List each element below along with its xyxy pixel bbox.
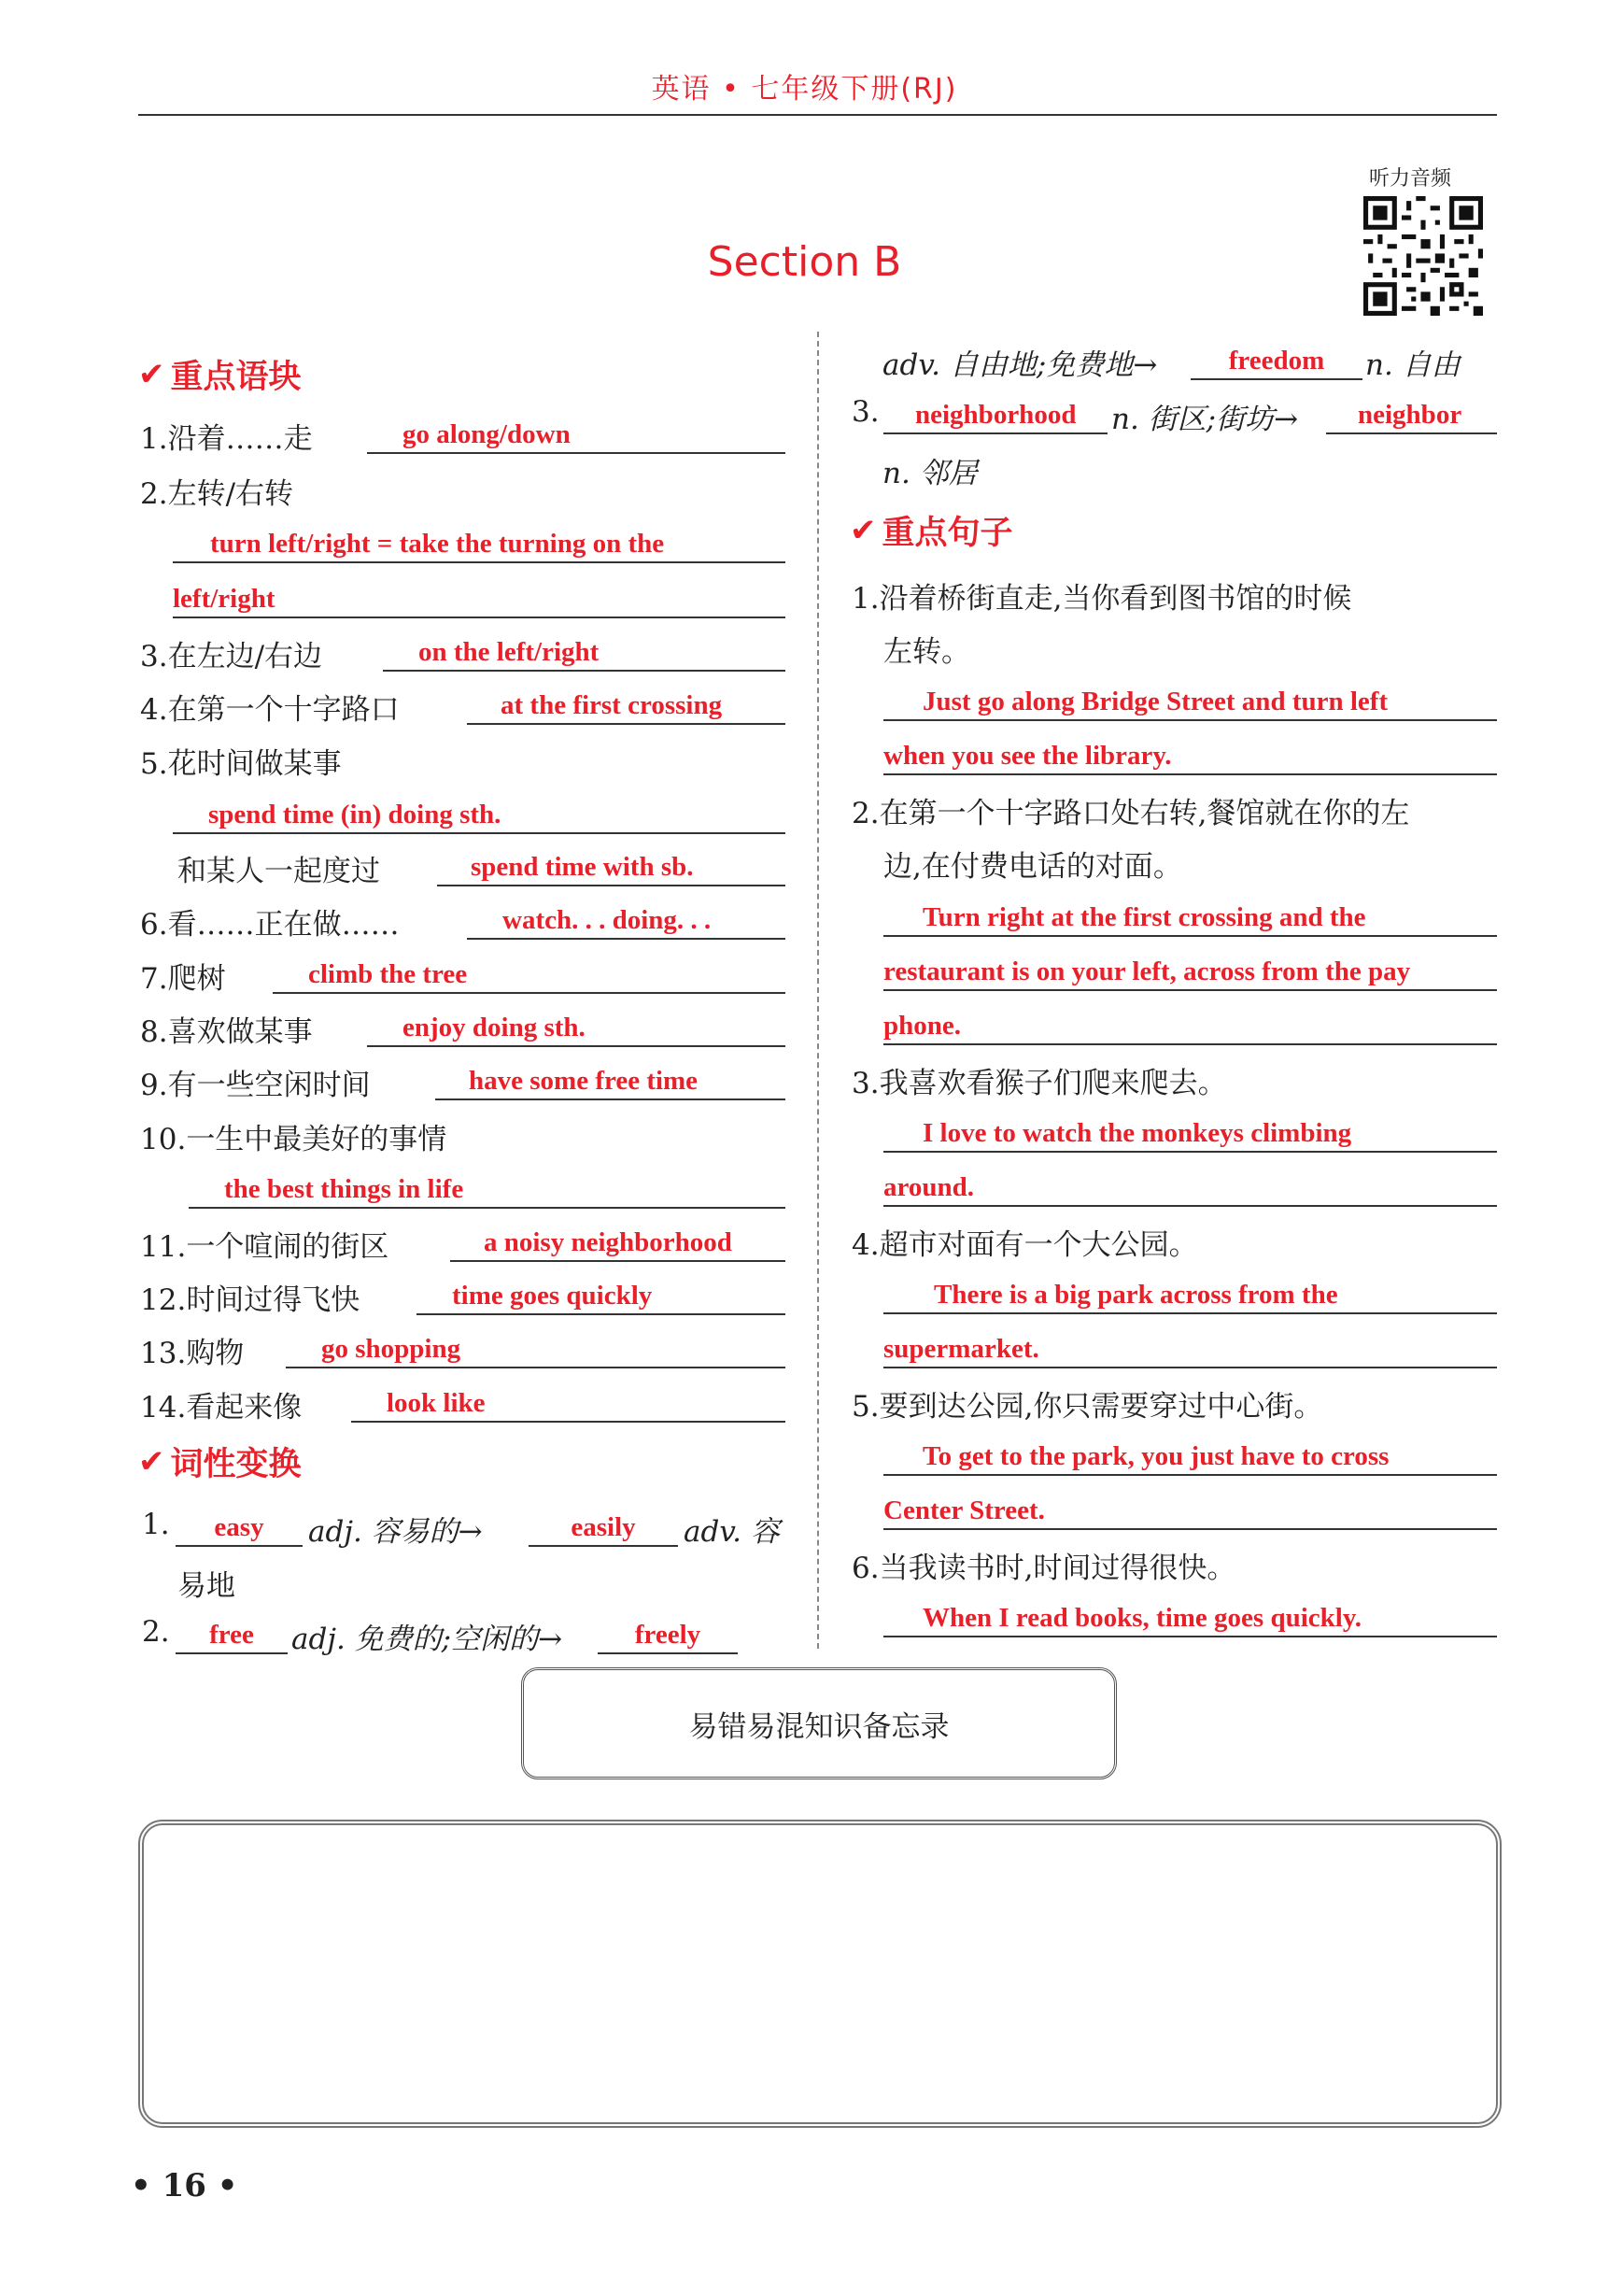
- page-number: • 16 •: [131, 2167, 238, 2204]
- sentence-4-answer-line1[interactable]: There is a big park across from the: [883, 1273, 1497, 1314]
- phrase-9-label: 9.有一些空闲时间: [140, 1069, 371, 1102]
- sentence-5-answer-line2[interactable]: Center Street.: [883, 1489, 1497, 1530]
- heading-key-sentences: [850, 507, 1013, 554]
- sentence-1-answer-line1[interactable]: Just go along Bridge Street and turn left: [883, 680, 1497, 721]
- checkmark-icon: ✔: [138, 356, 165, 393]
- sentence-3-prompt: 3.我喜欢看猴子们爬来爬去。: [852, 1067, 1227, 1100]
- word-form-1-answer-b[interactable]: easily: [529, 1506, 678, 1547]
- section-title: Section B: [707, 238, 902, 286]
- word-form-3-text-b: n. 邻居: [882, 457, 978, 490]
- phrase-4-label: 4.在第一个十字路口: [140, 693, 400, 727]
- sentence-2-answer-line2[interactable]: restaurant is on your left, across from the pay: [883, 950, 1497, 991]
- phrase-9-answer[interactable]: have some free time: [435, 1059, 785, 1100]
- phrase-7-label: 7.爬树: [140, 962, 226, 996]
- phrase-14-label: 14.看起来像: [140, 1391, 303, 1424]
- header-rule: [138, 114, 1497, 116]
- word-form-2-answer-b[interactable]: freely: [598, 1613, 738, 1654]
- phrase-5b-label: 和某人一起度过: [177, 855, 380, 888]
- heading-word-forms: [138, 1439, 302, 1485]
- phrase-3-label: 3.在左边/右边: [140, 640, 323, 673]
- memo-title: 易错易混知识备忘录: [688, 1709, 950, 1744]
- phrase-5-answer[interactable]: spend time (in) doing sth.: [173, 793, 785, 834]
- heading-text: 词性变换: [170, 1446, 302, 1483]
- phrase-13-answer[interactable]: go shopping: [286, 1327, 785, 1368]
- word-form-1-text-b: adv. 容: [684, 1515, 780, 1549]
- sentence-2-prompt: 2.在第一个十字路口处右转,餐馆就在你的左: [852, 797, 1410, 830]
- word-form-2-text-b: adv. 自由地;免费地→: [882, 348, 1158, 382]
- phrase-2-answer-line2[interactable]: left/right: [173, 577, 785, 618]
- phrase-11-answer[interactable]: a noisy neighborhood: [450, 1221, 785, 1262]
- phrase-14-answer[interactable]: look like: [351, 1382, 785, 1423]
- word-form-3-answer-b[interactable]: neighbor: [1326, 393, 1497, 434]
- heading-text: 重点句子: [882, 515, 1013, 552]
- phrase-6-answer[interactable]: watch. . . doing. . .: [467, 899, 785, 940]
- phrase-12-answer[interactable]: time goes quickly: [416, 1274, 785, 1315]
- sentence-1-prompt-cont: 左转。: [883, 635, 970, 669]
- phrase-6-label: 6.看……正在做……: [140, 908, 400, 942]
- phrase-12-label: 12.时间过得飞快: [140, 1283, 360, 1317]
- word-form-2-answer-a[interactable]: free: [176, 1613, 288, 1654]
- sentence-6-prompt: 6.当我读书时,时间过得很快。: [852, 1552, 1236, 1585]
- phrase-5-label: 5.花时间做某事: [140, 747, 342, 781]
- phrase-2-label: 2.左转/右转: [140, 477, 294, 511]
- word-form-2-text-a: adj. 免费的;空闲的→: [291, 1623, 563, 1656]
- phrase-7-answer[interactable]: climb the tree: [273, 953, 785, 994]
- sentence-2-prompt-cont: 边,在付费电话的对面。: [883, 850, 1182, 884]
- sentence-3-answer-line1[interactable]: I love to watch the monkeys climbing: [883, 1112, 1497, 1153]
- memo-title-box: [521, 1667, 1117, 1779]
- phrase-1-label: 1.沿着……走: [140, 422, 313, 456]
- checkmark-icon: ✔: [138, 1443, 165, 1481]
- sentence-2-answer-line1[interactable]: Turn right at the first crossing and the: [883, 896, 1497, 937]
- phrase-8-answer[interactable]: enjoy doing sth.: [367, 1006, 785, 1047]
- word-form-2-answer-c[interactable]: freedom: [1191, 339, 1362, 380]
- book-header: 英语 • 七年级下册(RJ): [651, 73, 958, 106]
- word-form-1-number: 1.: [142, 1508, 170, 1541]
- sentence-6-answer[interactable]: When I read books, time goes quickly.: [883, 1596, 1497, 1637]
- memo-notes-area[interactable]: [138, 1820, 1502, 2128]
- phrase-3-answer[interactable]: on the left/right: [383, 631, 785, 672]
- phrase-5b-answer[interactable]: spend time with sb.: [437, 845, 785, 886]
- phrase-8-label: 8.喜欢做某事: [140, 1015, 313, 1049]
- heading-text: 重点语块: [170, 359, 302, 396]
- phrase-11-label: 11.一个喧闹的街区: [140, 1230, 389, 1264]
- word-form-3-answer-a[interactable]: neighborhood: [883, 393, 1108, 434]
- phrase-13-label: 13.购物: [140, 1337, 245, 1370]
- sentence-1-answer-line2[interactable]: when you see the library.: [883, 734, 1497, 775]
- sentence-4-prompt: 4.超市对面有一个大公园。: [852, 1228, 1198, 1262]
- word-form-1-text-a: adj. 容易的→: [308, 1515, 483, 1549]
- word-form-1-answer-a[interactable]: easy: [176, 1506, 303, 1547]
- phrase-2-answer-line1[interactable]: turn left/right = take the turning on the: [173, 522, 785, 563]
- qr-label: 听力音频: [1369, 167, 1452, 191]
- heading-key-phrases: [138, 351, 302, 398]
- sentence-2-answer-line3[interactable]: phone.: [883, 1004, 1497, 1045]
- sentence-4-answer-line2[interactable]: supermarket.: [883, 1327, 1497, 1368]
- checkmark-icon: ✔: [850, 512, 877, 549]
- word-form-3-number: 3.: [852, 395, 880, 429]
- sentence-5-prompt: 5.要到达公园,你只需要穿过中心街。: [852, 1390, 1323, 1424]
- phrase-4-answer[interactable]: at the first crossing: [467, 684, 785, 725]
- word-form-2-number: 2.: [142, 1615, 170, 1649]
- column-divider: [817, 332, 819, 1649]
- phrase-10-answer[interactable]: the best things in life: [189, 1168, 785, 1209]
- word-form-2-text-c: n. 自由: [1365, 348, 1461, 382]
- sentence-5-answer-line1[interactable]: To get to the park, you just have to cross: [883, 1435, 1497, 1476]
- sentence-1-prompt: 1.沿着桥街直走,当你看到图书馆的时候: [852, 582, 1352, 616]
- sentence-3-answer-line2[interactable]: around.: [883, 1166, 1497, 1207]
- phrase-10-label: 10.一生中最美好的事情: [140, 1123, 447, 1156]
- phrase-1-answer[interactable]: go along/down: [367, 413, 785, 454]
- word-form-3-text-a: n. 街区;街坊→: [1111, 403, 1299, 436]
- word-form-1-text-c: 易地: [177, 1569, 235, 1603]
